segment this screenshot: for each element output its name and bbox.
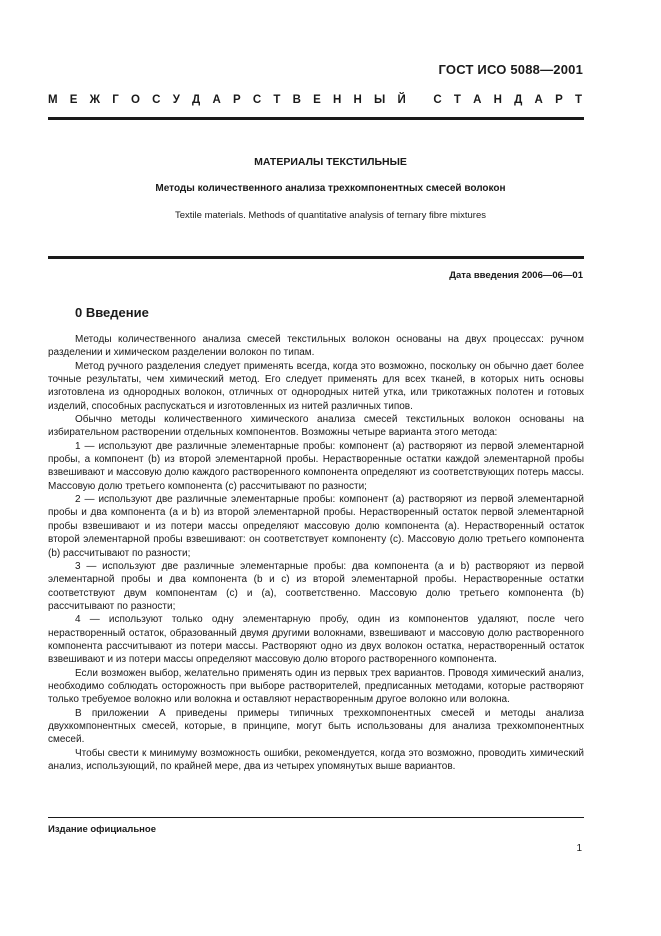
introduction-date: Дата введения 2006—06—01	[449, 270, 583, 281]
paragraph: 4 — используют только одну элементарную пробу, один из компонентов удаляют, после чего нерастворенный остаток, образованный двумя другими волокнами, взвешивают и массовую долю растворенного компонента рассчитывают из потери массы. Растворяют одно из двух волокон остатка, нерастворенный остаток взвешивают и из потери массы определяют массовую долю второго растворенного компонента.	[48, 614, 584, 666]
footer-rule	[48, 817, 584, 818]
interstate-letter: Е	[69, 94, 78, 106]
interstate-letter: О	[131, 94, 140, 106]
paragraph: 3 — используют две различные элементарные пробы: два компонента (a и b) растворяют из первой элементарной пробы и два компонента (b и c) из второй элементарной пробы. Нерастворенные остатки соответствуют двум компонентам (c) и (a), соответственно. Массовую долю третьего компонента (b) рассчитывают по разности;	[48, 560, 584, 612]
paragraph: Метод ручного разделения следует применять всегда, когда это возможно, поскольку он обычно дает более точные результаты, чем химический метод. Его следует применять для всех тканей, в которых нить основы изготовлена из однородных волокон, отличных от однородных нитей утка, или трикотажных полотен и готовых изделий, способных распускаться и изготовленных из нитей различных типов.	[48, 360, 584, 412]
interstate-letter: Ж	[89, 94, 101, 106]
document-title: МАТЕРИАЛЫ ТЕКСТИЛЬНЫЕ	[254, 156, 407, 168]
paragraph: Обычно методы количественного химического анализа смесей текстильных волокон основаны на избирательном растворении отдельных компонентов. Возможны четыре варианта этого метода:	[48, 414, 584, 439]
interstate-letter: А	[212, 94, 221, 106]
interstate-letter: Д	[192, 94, 201, 106]
document-title-english: Textile materials. Methods of quantitative analysis of ternary fibre mixtures	[175, 210, 486, 221]
top-rule	[48, 117, 584, 120]
paragraph: 1 — используют две различные элементарные пробы: компонент (a) растворяют из первой элементарной пробы, а компонент (b) из второй элементарной пробы. Нерастворенные остатки каждой элементарной пробы взвешивают и массовую долю каждого растворенного компонента определяют из соответствующих потерь массы. Массовую долю третьего компонента (c) рассчитывают по разности;	[48, 440, 584, 492]
interstate-letter: С	[252, 94, 262, 106]
paragraph: Если возможен выбор, желательно применять один из первых трех вариантов. Проводя химический анализ, необходимо соблюдать осторожность при выборе растворителей, предписанных методами, которые растворяют только требуемое волокно или волокна и оставляют нерастворенным другое волокно или волокна.	[48, 667, 584, 706]
interstate-standard-heading	[48, 94, 582, 106]
interstate-letter: Т	[273, 94, 281, 106]
paragraph: Методы количественного анализа смесей текстильных волокон основаны на двух процессах: ручном разделении и химическом разделении волокон по типам.	[48, 334, 584, 359]
interstate-letter: Г	[112, 94, 119, 106]
interstate-letter: Н	[493, 94, 502, 106]
interstate-letter: В	[292, 94, 301, 106]
interstate-letter: Д	[514, 94, 523, 106]
interstate-letter: Р	[555, 94, 563, 106]
interstate-letter: Т	[574, 94, 582, 106]
standard-code: ГОСТ ИСО 5088—2001	[438, 62, 583, 77]
interstate-letter: А	[473, 94, 482, 106]
interstate-letter: Р	[232, 94, 241, 106]
title-rule	[48, 256, 584, 259]
interstate-letter: М	[48, 94, 58, 106]
section-body	[48, 333, 584, 773]
interstate-letter: У	[172, 94, 180, 106]
paragraph: 2 — используют две различные элементарные пробы: компонент (a) растворяют из первой элементарной пробы и два компонента (a и b) из второй элементарной пробы. Нерастворенный остаток первой элементарной пробы взвешивают и из потери массы определяют массовую долю компонента (a). Нерастворенный остаток второй элементарной пробы взвешивают: он соответствует компоненту (c). Массовую долю третьего компонента (b) рассчитывают по разности;	[48, 494, 584, 559]
document-subtitle: Методы количественного анализа трехкомпонентных смесей волокон	[155, 183, 506, 194]
page-number: 1	[576, 843, 582, 854]
interstate-letter: Т	[453, 94, 461, 106]
interstate-letter: Н	[332, 94, 342, 106]
interstate-letter: С	[433, 94, 442, 106]
interstate-letter	[418, 94, 421, 106]
interstate-letter: А	[534, 94, 543, 106]
interstate-letter: Й	[397, 94, 406, 106]
interstate-letter: Н	[353, 94, 362, 106]
interstate-letter: С	[152, 94, 161, 106]
interstate-letter: Е	[313, 94, 321, 106]
paragraph: В приложении А приведены примеры типичных трехкомпонентных смесей и методы анализа двухкомпонентных смесей, которые, в принципе, могут быть использованы для анализа трехкомпонентных смесей.	[48, 707, 584, 746]
paragraph: Чтобы свести к минимуму возможность ошибки, рекомендуется, когда это возможно, проводить химический анализ, использующий, по крайней мере, два из четырех упомянутых выше вариантов.	[48, 747, 584, 772]
section-title: 0 Введение	[75, 305, 149, 320]
interstate-letter: Ы	[374, 94, 386, 106]
official-edition-label: Издание официальное	[48, 824, 156, 835]
